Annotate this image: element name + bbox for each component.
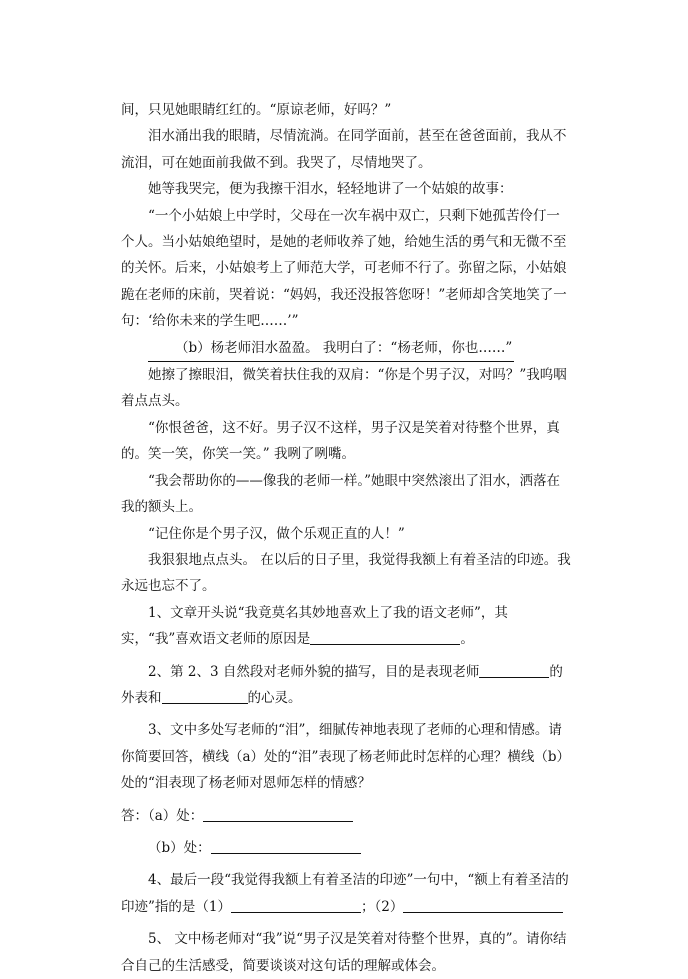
answer-blank-q2-2[interactable] [162, 689, 248, 704]
paragraph-4: “一个小姑娘上中学时，父母在一次车祸中双亡，只剩下她孤苦伶仃一个人。当小姑娘绝望时，是她的老师收养了她，给她生活的勇气和无微不至的关怀。后来，小姑娘考上了师范大学，可老师不行了。弥留之际，小姑娘跪在老师的床前，哭着说：“妈妈，我还没报答您呀！”老师却含笑地笑了一句：‘给你未来的学生吧……’” [121, 207, 567, 330]
paragraph-9: “记住你是个男子汉，做个乐观正直的人！” [148, 525, 405, 542]
answer-a-line [121, 803, 573, 829]
question-4-part2: ；（2） [361, 898, 404, 915]
paragraph-1: 间，只见她眼睛红红的。“原谅老师，好吗？” [121, 102, 392, 118]
answer-blank-q1[interactable] [310, 630, 460, 645]
question-1 [121, 600, 573, 653]
answer-blank-a[interactable] [203, 807, 353, 822]
document-body [121, 97, 573, 979]
answer-b-line [121, 835, 573, 861]
paragraph-10: 我狠狠地点点头。 在以后的日子里，我觉得我额上有着圣洁的印迹。我永远也忘不了。 [121, 551, 571, 595]
answer-a-label: 答：（a）处： [121, 807, 204, 824]
question-5: 5、 文中杨老师对“我”说“男子汉是笑着对待整个世界，真的”。请你结合自己的生活感受，简要谈谈对这句话的理解或体会。 [121, 931, 567, 974]
paragraph-6: 她擦了擦眼泪，微笑着扶住我的双肩：“你是个男子汉，对吗？”我呜咽着点点头。 [121, 367, 567, 410]
answer-b-label: （b）处： [148, 839, 211, 856]
question-4 [121, 867, 573, 920]
question-1-text: 1、文章开头说“我竟莫名其妙地喜欢上了我的语文老师”，其实，“我”喜欢语文老师的原因是 [121, 604, 508, 648]
paragraph-7: “你恨爸爸，这不好。男子汉不这样，男子汉是笑着对待整个世界，真的。笑一笑，你笑一笑。” 我咧了咧嘴。 [121, 419, 560, 463]
paragraph-8: “我会帮助你的——像我的老师一样。”她眼中突然滚出了泪水，洒落在我的额头上。 [121, 472, 561, 516]
answer-blank-q2-1[interactable] [479, 663, 549, 678]
paragraph-5 [121, 335, 573, 362]
question-1-end: 。 [460, 631, 474, 648]
paragraph-2: 泪水涌出我的眼睛，尽情流淌。在同学面前，甚至在爸爸面前，我从不流泪，可在她面前我做不到。我哭了，尽情地哭了。 [121, 128, 567, 171]
paragraph-3: 她等我哭完，便为我擦干泪水，轻轻地讲了一个姑娘的故事： [148, 181, 513, 198]
question-2-part3: 的心灵。 [247, 689, 302, 706]
question-2-part1: 2、第 2、3 自然段对老师外貌的描写，目的是表现老师 [148, 663, 480, 680]
answer-blank-q4-1[interactable] [231, 898, 361, 913]
answer-blank-b[interactable] [211, 839, 361, 854]
question-2-part2: 的外表和 [121, 663, 563, 706]
question-2 [121, 659, 573, 712]
underlined-sentence-b: （b）杨老师泪水盈盈。 我明白了：“杨老师，你也……” [148, 335, 514, 362]
question-4-part1: 4、最后一段“我觉得我额上有着圣洁的印迹”一句中，“额上有着圣洁的印迹”指的是（1） [121, 872, 569, 915]
question-3: 3、文中多处写老师的“泪”，细腻传神地表现了老师的心理和情感。请你简要回答，横线（a）处的“泪”表现了杨老师此时怎样的心理？横线（b）处的“泪表现了杨老师对恩师怎样的情感？ [121, 722, 570, 792]
answer-blank-q4-2[interactable] [403, 898, 563, 913]
